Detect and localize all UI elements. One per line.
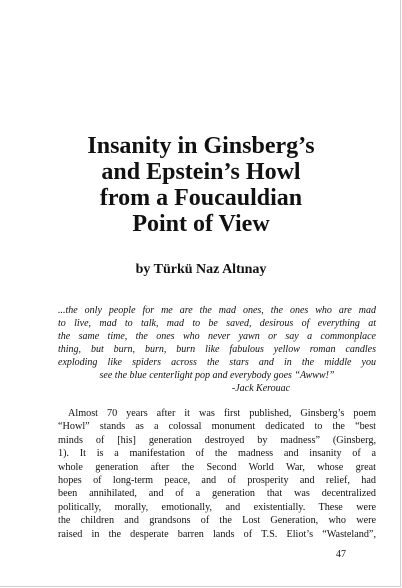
- article-title: [20, 133, 382, 237]
- epigraph-line: exploding like spiders across the stars and in the middle you: [58, 357, 376, 368]
- title-line: and Epstein’s Howl: [101, 159, 301, 185]
- author-byline: by Türkü Naz Altınay: [135, 262, 267, 277]
- epigraph-line: thing, but burn, burn, burn like fabulous yellow roman candles: [58, 344, 376, 355]
- body-line: Almost 70 years after it was first published, Ginsberg’s poem: [68, 408, 376, 419]
- body-line: raised in the desperate barren lands of T.S. Eliot’s “Wasteland”,: [58, 528, 376, 540]
- body-line: “Howl” stands as a colossal monument dedicated to the “best: [58, 421, 376, 433]
- epigraph-line: ...the only people for me are the mad ones, the ones who are mad: [58, 305, 376, 316]
- body-line: minds of [his] generation destroyed by madness” (Ginsberg,: [58, 434, 376, 446]
- epigraph-line: to live, mad to talk, mad to be saved, desirous of everything at: [58, 318, 376, 329]
- title-line: Point of View: [132, 211, 270, 237]
- epigraph-line: see the blue centerlight pop and everybody goes “Awww!”: [99, 370, 335, 381]
- body-line: whole generation after the Second World War, whose great: [58, 461, 376, 473]
- body-line: been annihilated, and of a generation that was decentralized: [58, 488, 376, 500]
- body-line: 1). It is a manifestation of the madness and insanity of a: [58, 448, 376, 460]
- body-paragraph: [58, 407, 376, 541]
- epigraph-line: the same time, the ones who never yawn or say a commonplace: [58, 331, 376, 342]
- epigraph-attribution: -Jack Kerouac: [231, 383, 291, 394]
- page-number: 47: [336, 549, 346, 560]
- body-line: hopes of long-term peace, and of prosperity and relief, had: [58, 475, 376, 487]
- epigraph: [58, 304, 376, 395]
- title-line: Insanity in Ginsberg’s: [87, 133, 315, 159]
- body-line: politically, morally, emotionally, and existentially. These were: [58, 501, 376, 513]
- title-line: from a Foucauldian: [99, 185, 303, 211]
- body-line: the children and grandsons of the Lost Generation, who were: [58, 515, 376, 527]
